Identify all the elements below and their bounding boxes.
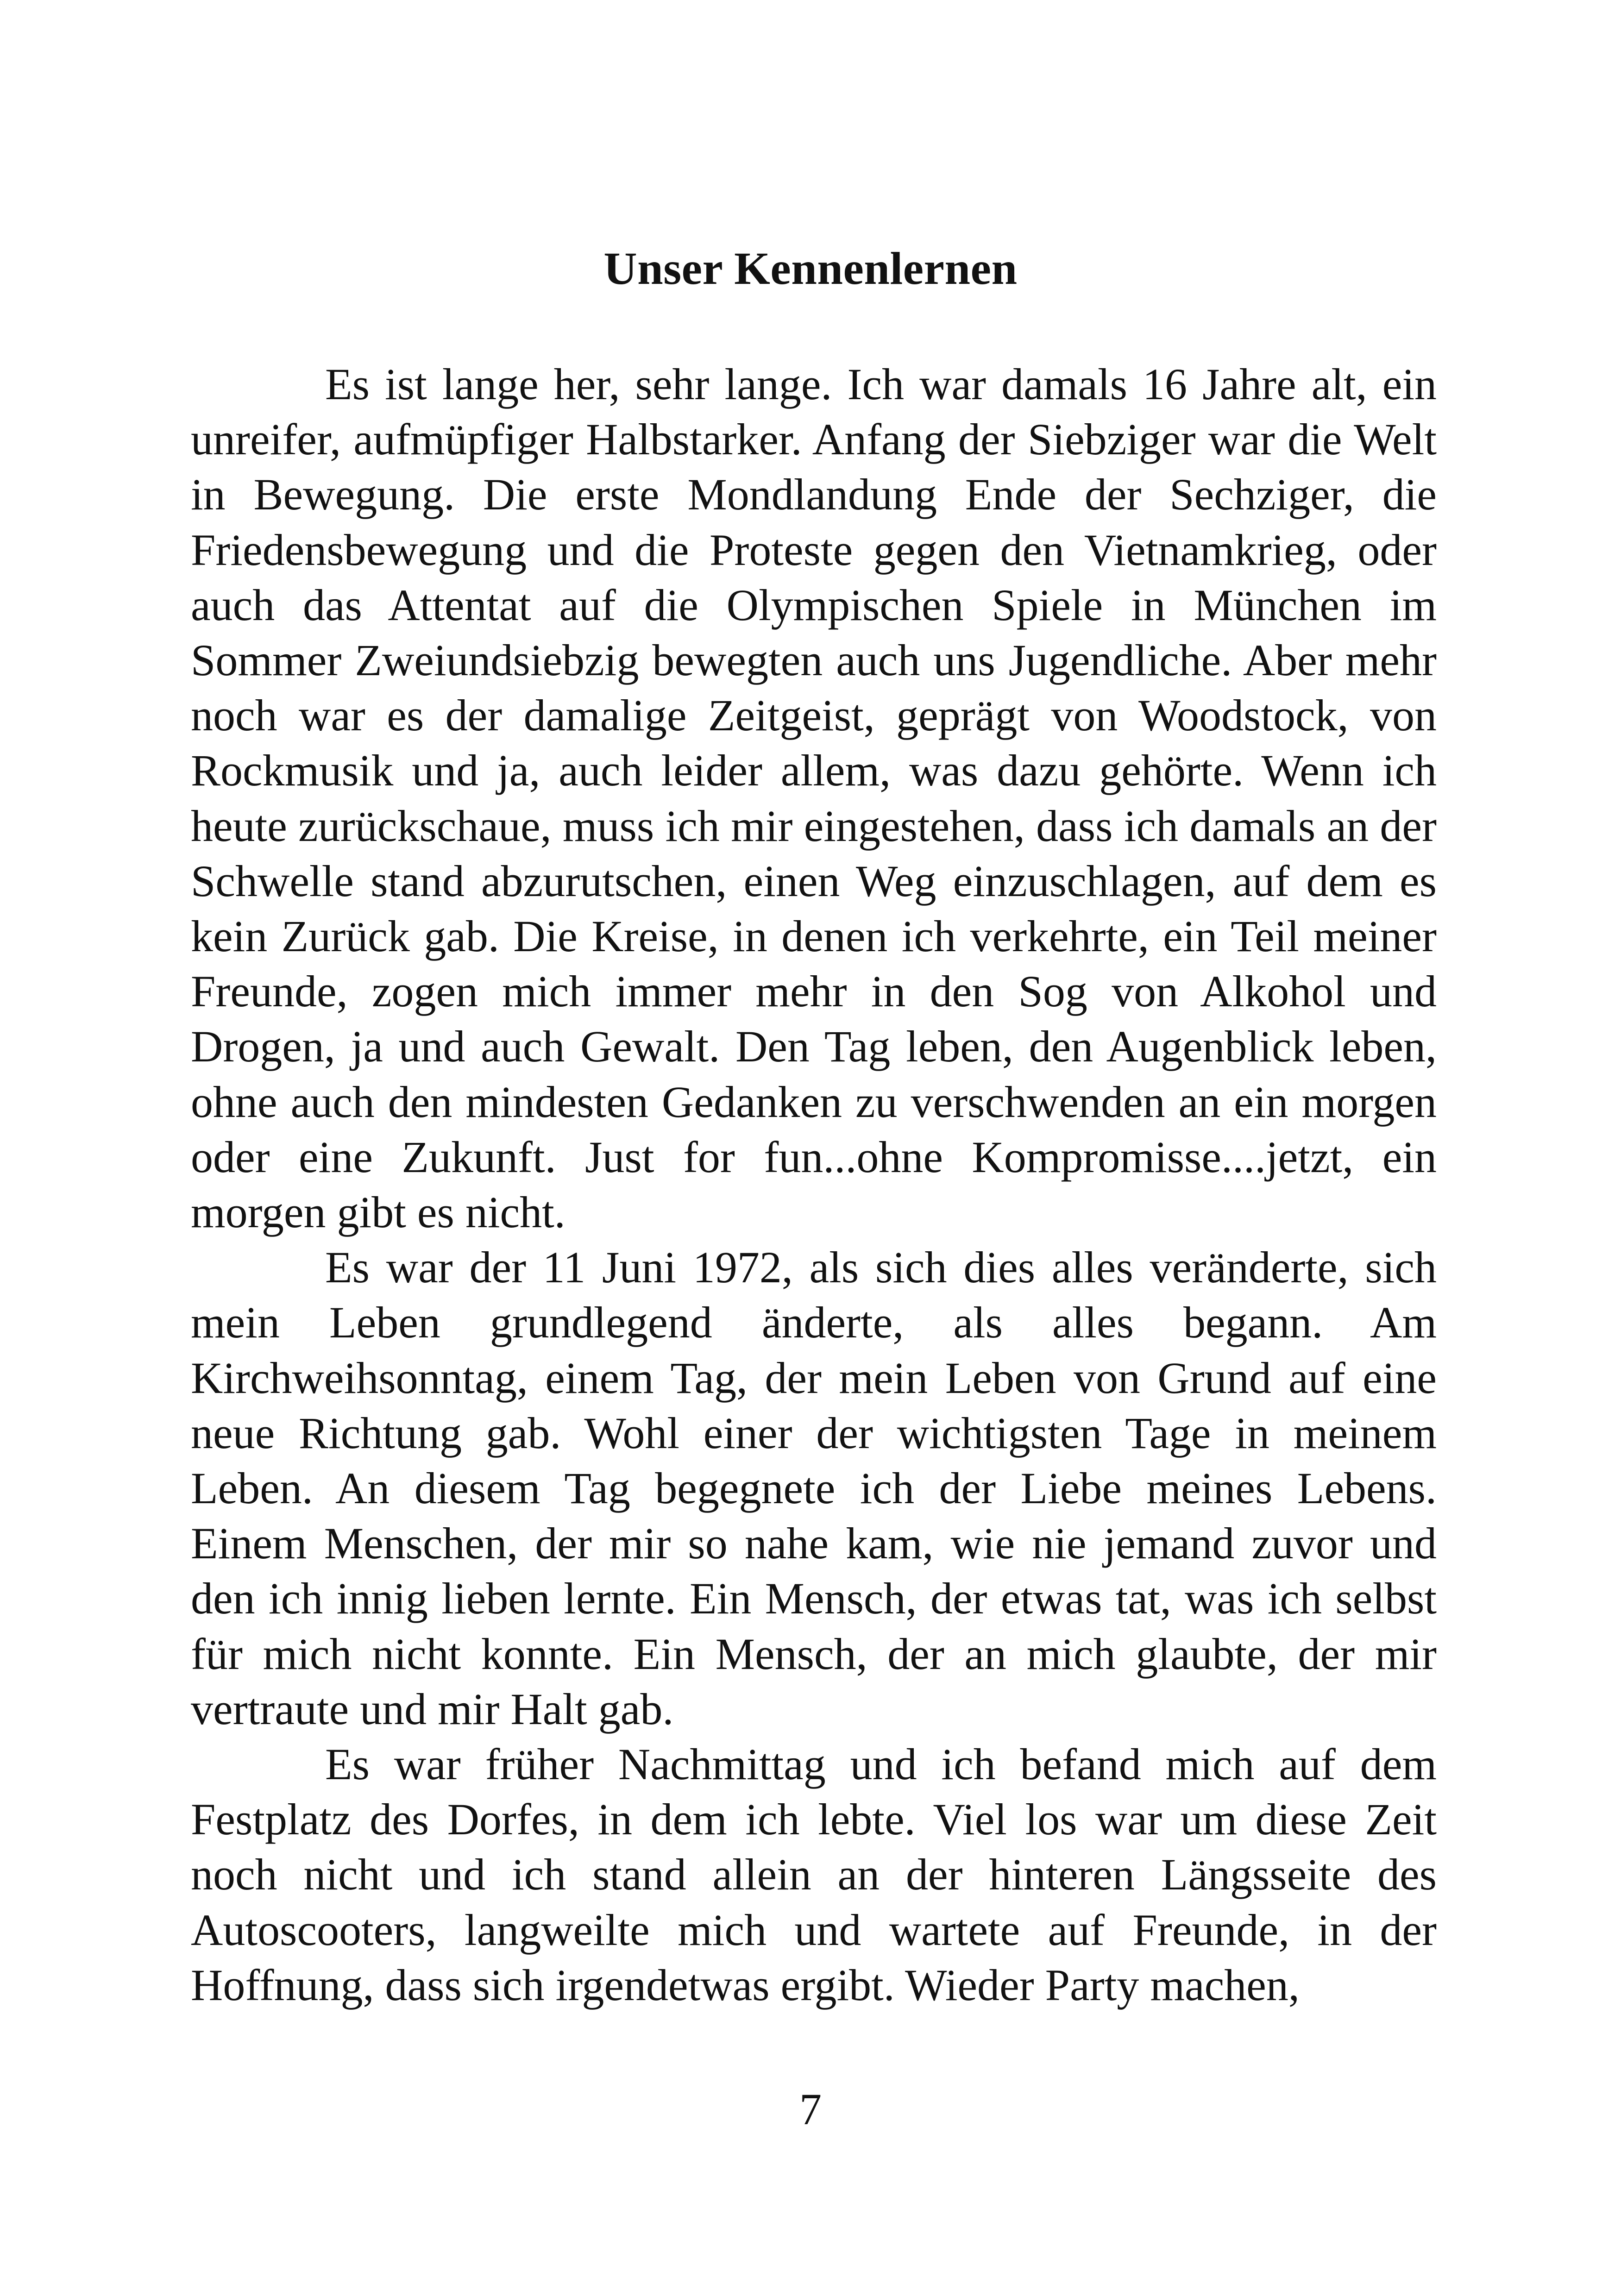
paragraph-1: Es ist lange her, sehr lange. Ich war damals 16 Jahre alt, ein unreifer, aufmüpfiger Halbstarker. Anfang der Siebziger war die Welt in Bewegung. Die erste Mondlandung Ende der Sechziger, die Friedensbewegung und die Proteste gegen den Vietnamkrieg, oder auch das Attentat auf die Olympischen Spiele in München im Sommer Zweiundsiebzig bewegten auch uns Jugendliche. Aber mehr noch war es der damalige Zeitgeist, geprägt von Woodstock, von Rockmusik und ja, auch leider allem, was dazu gehörte. Wenn ich heute zurückschaue, muss ich mir eingestehen, dass ich damals an der Schwelle stand abzurutschen, einen Weg einzuschlagen, auf dem es kein Zurück gab. Die Kreise, in denen ich verkehrte, ein Teil meiner Freunde, zogen mich immer mehr in den Sog von Alkohol und Drogen, ja und auch Gewalt. Den Tag leben, den Augenblick leben, ohne auch den mindesten Gedanken zu verschwenden an ein morgen oder eine Zukunft. Just for fun...ohne Kompromisse....jetzt, ein morgen gibt es nicht. bbox=[191, 359, 1437, 1237]
paragraph-2: Es war der 11 Juni 1972, als sich dies alles veränderte, sich mein Leben grundlegend änderte, als alles begann. Am Kirchweihsonntag, einem Tag, der mein Leben von Grund auf eine neue Richtung gab. Wohl einer der wichtigsten Tage in meinem Leben. An diesem Tag begegnete ich der Liebe meines Lebens. Einem Menschen, der mir so nahe kam, wie nie jemand zuvor und den ich innig lieben lernte. Ein Mensch, der etwas tat, was ich selbst für mich nicht konnte. Ein Mensch, der an mich glaubte, der mir vertraute und mir Halt gab. bbox=[191, 1242, 1437, 1734]
paragraph-3: Es war früher Nachmittag und ich befand mich auf dem Festplatz des Dorfes, in dem ich lebte. Viel los war um diese Zeit noch nicht und ich stand allein an der hinteren Längsseite des Autoscooters, langweilte mich und wartete auf Freunde, in der Hoffnung, dass sich irgendetwas ergibt. Wieder Party machen, bbox=[191, 1739, 1437, 2010]
chapter-title: Unser Kennenlernen bbox=[603, 243, 1018, 294]
body-text bbox=[191, 357, 1437, 2013]
page-number: 7 bbox=[799, 2084, 822, 2134]
